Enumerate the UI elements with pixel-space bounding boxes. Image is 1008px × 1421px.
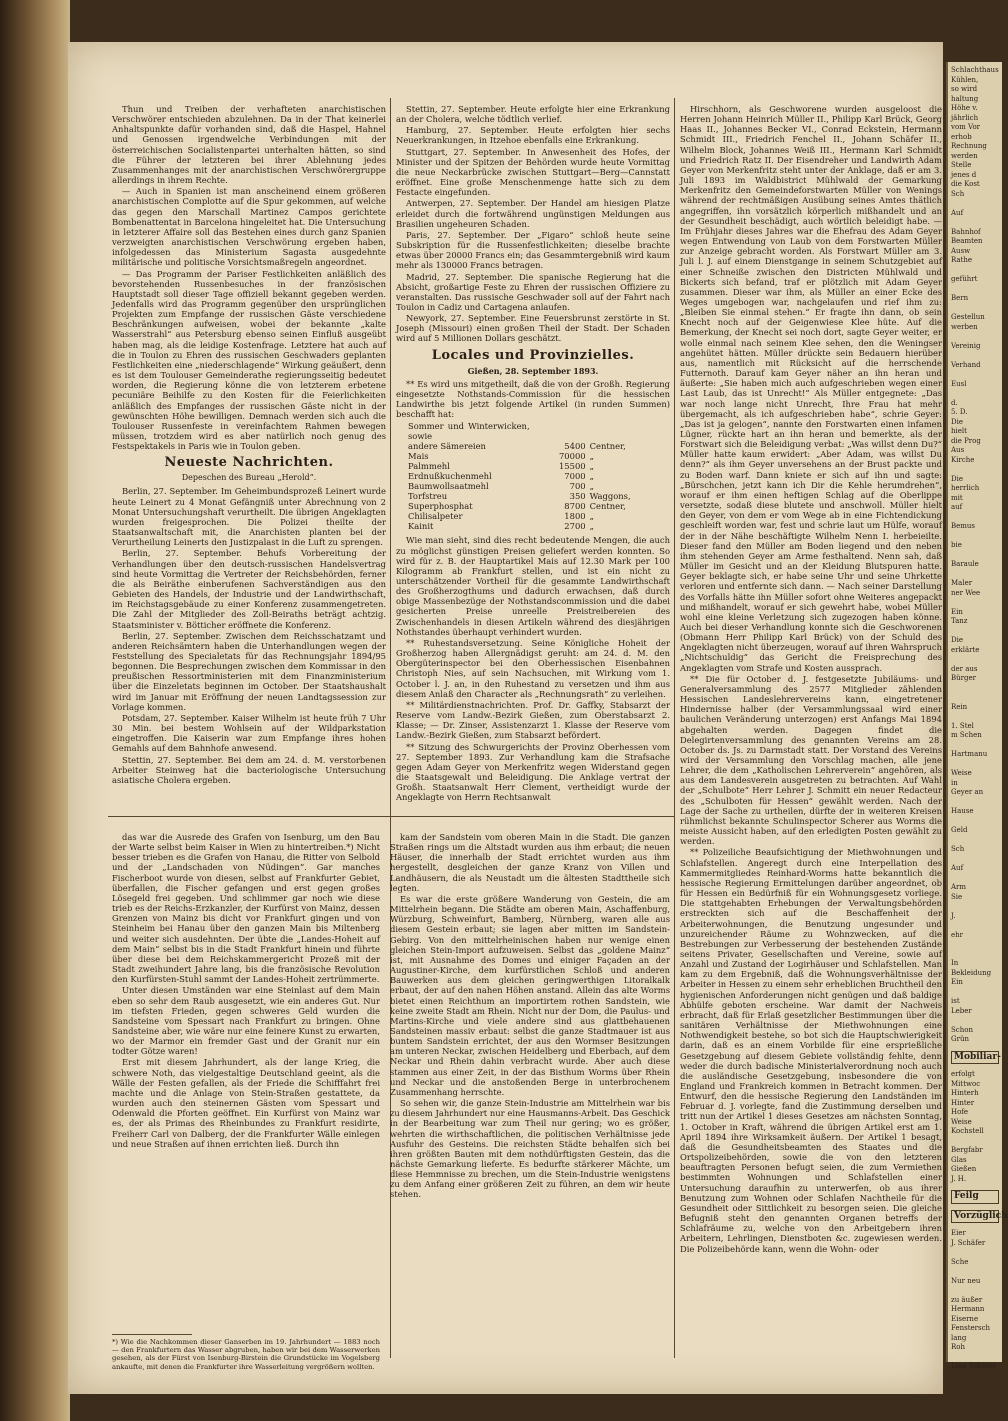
fragment-line [951, 598, 999, 608]
news-item: Berlin, 27. September. Zwischen dem Reichsschatzamt und anderen Reichsämtern haben die Unterhandlungen wegen der Feststellung des Specialetats für das Rechnungsjahr 1894/95 begonnen. Die Besprechungen zwischen dem Kommissar in den preußischen Ressortministerien mit dem Finanzministerium über die Einzeletats beginnen im October. Der Staatshaushalt wird im Januar mit Eröffnung der neuen Landtagssession zur Vorlage kommen. [112, 630, 386, 712]
goods-name: Torfstreu [408, 491, 448, 502]
fragment-line: Glas [951, 1155, 967, 1164]
fragment-line [951, 1267, 999, 1277]
fragment-line: Bergfabr [951, 1146, 983, 1154]
news-item: Paris, 27. September. Der „Figaro“ schloß heute seine Subskription für die Russenfestlichkeiten; dieselbe brachte etwas über 20000 Francs ein; das Gesammtergebniß wird kaum mehr als 130000 Francs betragen. [396, 229, 670, 271]
fragment-line [951, 1016, 999, 1026]
fragment-line: Rein [951, 702, 968, 711]
fragment-line: Bahnhof [951, 227, 981, 236]
fragment-line: Aus [951, 446, 965, 454]
book-spine [0, 0, 70, 1421]
fragment-line [951, 285, 999, 295]
goods-unit [586, 421, 644, 441]
paragraph: — Auch in Spanien ist man anscheinend einem größeren anarchistischen Complotte auf die Spur gekommen, auf welche das gegen den Marschall Martinez Campos gerichtete Bombenattentat in Barcelona hingeleitet hat. Die Untersuchung in letzterer Affaire soll das Bestehen eines durch ganz Spanien verzweigten anarchistischen Verschwörung ergeben haben, infolgedessen das Ministerium Sagasta ausgedehnte militärische und politische Vorsichtsmaßregeln angeordnet. [112, 186, 386, 268]
fragment-line: ehr [951, 930, 963, 939]
fragment-line: Bürger [951, 674, 976, 682]
goods-row [408, 471, 644, 481]
fragment-line: Nur neu [951, 1276, 981, 1285]
fragment-line [951, 921, 999, 931]
fragment-line: lang [951, 1333, 967, 1342]
fragment-line [951, 693, 999, 703]
fragment-line: so wird [951, 85, 978, 93]
fragment-line: Bekleidung [951, 968, 992, 977]
fragment-line: jenes d [951, 170, 977, 179]
goods-unit: Centner, [589, 441, 626, 452]
fragment-line: Eier [951, 1229, 966, 1237]
fragment-line [951, 798, 999, 808]
fragment-line [951, 760, 999, 770]
goods-row [408, 491, 644, 501]
fragment-line [951, 874, 999, 884]
fragment-line: Kühlen, [951, 75, 979, 84]
paragraph: kam der Sandstein vom oberen Main in die Stadt. Die ganzen Straßen rings um die Altstadt wurden aus ihm erbaut; die neuen Häuser, die innerhalb der Stadt errichtet wurden aus ihm hergestellt, desgleichen der ganze Kranz von Villen und Landhäusern, die als Neustadt um die ältesten Stadttheile sich legten. [390, 832, 670, 893]
fragment-line: Hermann [951, 1305, 985, 1313]
fragment-line: Höhe v. [951, 104, 978, 112]
fragment-line [951, 199, 999, 209]
fragment-line: geführt [951, 275, 978, 283]
fragment-line: 5. D. [951, 408, 968, 416]
fragment-line: ist [951, 997, 960, 1005]
fragment-line: Auf [951, 208, 964, 217]
fragment-line: haltung [951, 94, 979, 103]
fragment-line: Vereinig [951, 341, 981, 350]
fragment-line [951, 370, 999, 380]
fragment-line: Sch [951, 189, 965, 198]
fragment-line [951, 1353, 999, 1363]
fragment-line: J. H. [951, 1174, 967, 1183]
fragment-line: werben [951, 322, 978, 331]
footnote-text: *) Wie die Nachkommen dieser Ganserben im 19. Jahrhundert — 1883 noch — den Frankfurtern das Wasser abgruben, haben wir bei dem Wasserwerken gesehen, als der Fürst von Isenburg-Birstein die Grundstücke im Vogelsberg ankaufte, mit denen die Frankfurter ihre Wasserleitung vergrößern wollten. [112, 1338, 380, 1371]
fragment-line: Sch [951, 845, 965, 853]
fragment-line: Stelle [951, 161, 972, 169]
goods-unit: „ [589, 451, 594, 462]
column-3 [680, 104, 942, 1344]
fragment-line: Eusl [951, 379, 967, 388]
fragment-line [951, 218, 999, 228]
fragment-line: Eiserne [951, 1314, 979, 1323]
feuilleton-column-1 [112, 832, 380, 1332]
fragment-line [951, 1248, 999, 1258]
adjacent-page-text [948, 62, 1008, 1376]
fragment-line: Die [951, 474, 963, 483]
goods-table [408, 421, 644, 531]
fragment-line [951, 817, 999, 827]
fragment-line: Die [951, 417, 963, 426]
column-1 [112, 104, 386, 804]
fragment-line [951, 465, 999, 475]
fragment-line: Ausw [951, 246, 971, 255]
paragraph: ** Ruhestandsversetzung. Seine Königliche Hoheit der Großherzog haben Allergnädigst geruht: am 24. d. M. den Obergüterinspector bei den Oberhessischen Eisenbahnen Christoph Nies, auf sein Nachsuchen, mit Wirkung vom 1. October l. J. an, in den Ruhestand zu versetzen und ihm aus diesem Anlaß den Character als „Rechnungsrath“ zu verleihen. [396, 637, 670, 699]
paragraph: Unter diesen Umständen war eine Steinlast auf dem Main eben so sehr dem Raub ausgesetzt, wie ein anderes Gut. Nur im tiefsten Frieden, gegen schweres Geld wurden die Sandsteine vom Spessart nach Frankfurt zu bringen. Ohne Sandsteine aber, wie wäre nur eine feinere Kunst zu erwarten, wo der Marmor ein fremder Gast und der Granit nur ein todter Götze waren! [112, 985, 380, 1057]
fragment-line [951, 332, 999, 342]
fragment-line: Hause [951, 807, 974, 815]
fragment-line: Bern [951, 294, 969, 302]
fragment-line: auf [951, 503, 963, 511]
fragment-line [951, 266, 999, 276]
news-item: Madrid, 27. September. Die spanische Regierung hat die Absicht, großartige Feste zu Ehren der russischen Offiziere zu veranstalten. Das russische Geschwader soll auf der Fahrt nach Toulon in Cadiz und Cartagena anlaufen. [396, 271, 670, 312]
fragment-line: Geld [951, 826, 968, 834]
ad-lines [951, 1070, 999, 1184]
fragment-line: Ein [951, 978, 963, 986]
ad-lines [951, 1229, 999, 1372]
goods-unit: Waggons, [589, 491, 631, 502]
news-item: Stettin, 27. September. Bei dem am 24. d. M. verstorbenen Arbeiter Steinweg hat die bacteriologische Untersuchung asiatische Cholera ergeben. [112, 754, 386, 785]
paragraph: ** Die für October d. J. festgesetzte Jubiläums- und Generalversammlung des 2577 Mitglieder zählenden Hessischen Landeslehrervereins kann, eingetretener Hindernisse halber (der Versammlungssaal wird einer baulichen Veränderung unterzogen) erst Anfangs Mai 1894 abgehalten werden. Dagegen findet die Delegirtenversammlung des genannten Vereins am 28. October ds. Js. zu Darmstadt statt. Der Vorstand des Vereins wird der Versammlung den Vorschlag machen, alle jene Lehrer, die dem „Katholischen Lehrerverein“ angehören, als aus dem Landesverein ausgetreten zu betrachten. Auf Wahl der „Schulbote“ Herr Lehrer J. Schmitt ein neuer Redacteur des „Schulboten für Hessen“ gewählt werden. Nach der Lage der Sache zu urtheilen, dürfte der in weiteren Kreisen rühmlichst bekannte Schulinspector Scherer aus Worms die meiste Aussicht haben, auf den erledigten Posten gewählt zu werden. [680, 673, 942, 847]
goods-name: Baumwollsaatmehl [408, 481, 489, 492]
goods-qty: 70000 [558, 451, 586, 462]
goods-qty: 8700 [564, 501, 586, 512]
fragment-line: Rathe [951, 256, 973, 264]
dateline: Gießen, 28. September 1893. [467, 365, 599, 376]
feuilleton-separator [108, 816, 674, 817]
paragraph: Es war die erste größere Wanderung von Gestein, die am Mittelrhein begann. Die Städte am oberen Main, Aschaffenburg, Würzburg, Schweinfurt, Bamberg, Nürnberg, waren alle aus diesem Gestein erbaut; sie lagen aber mitten im Sandstein-Gebirg. Von den mittelrheinischen haben nur wenige einen gleichen Stein-Import aufzuweisen. Selbst das „goldene Mainz“ ist, mit Ausnahme des Domes und einiger Façaden an der Augustiner-Kirche, dem kurfürstlichen Schloß und anderen Bauwerken aus dem gleichen geringwerthigen Litoralkalk erbaut, der auf den nahen Höhen anstand. Allein das alte Worms bietet einen Reichthum an importirtem rothen Sandstein, wie keine zweite Stadt am Rhein. Nicht nur der Dom, die Paulus- und Martins-Kirche und viele andere sind aus glattbehauenen Sandsteinen massiv erbaut: selbst die ganze Stadtmauer ist aus buntem Sandstein errichtet, der aus den Wormser Besitzungen am unteren Neckar, zwischen Heidelberg und Eberbach, auf dem Neckar und Rhein dahin verbracht wurde. Aber auch diese stammen aus einer Zeit, in der das Bisthum Worms über Rhein und Neckar und die anstoßenden Berge in unterbrochenem Zusammenhang herrschte. [390, 893, 670, 1097]
fragment-line: in [951, 778, 958, 787]
goods-name: Chilisalpeter [408, 511, 463, 522]
fragment-line: Lina Schäfer [951, 1362, 997, 1370]
goods-unit: Centner, [589, 501, 626, 512]
fragment-line [951, 627, 999, 637]
goods-name: Palmmehl [408, 461, 450, 472]
newspaper-page [68, 42, 943, 1394]
goods-unit: „ [589, 471, 594, 482]
column-2 [396, 104, 670, 804]
fragment-line [951, 902, 999, 912]
fragment-line: Weise [951, 1117, 972, 1126]
fragment-line: Schlachthaus [951, 66, 999, 74]
section-heading-neueste-nachrichten: Neueste Nachrichten. [164, 455, 334, 471]
fragment-line [951, 304, 999, 314]
news-item: Hamburg, 27. September. Heute erfolgten hier sechs Neuerkrankungen, in Itzehoe ebenfalls eine Erkrankung. [396, 125, 670, 146]
news-item: Antwerpen, 27. September. Der Handel am hiesigen Platze erleidet durch die fortwährend ungünstigen Meldungen aus Brasilien ungeheuren Schaden. [396, 198, 670, 229]
fragment-line: Mittwoc [951, 1079, 981, 1088]
adjacent-page [946, 62, 1008, 1370]
fragment-line: Hinterh [951, 1089, 979, 1097]
goods-row [408, 511, 644, 521]
fragment-line: Ein [951, 607, 963, 616]
paragraph: — Das Programm der Pariser Festlichkeiten anläßlich des bevorstehenden Russenbesuches in der französischen Hauptstadt soll dieser Tage offiziell bekannt gegeben werden. Jedenfalls wird das Programm gegenüber den ursprünglichen Projekten zum Empfange der russischen Gäste verschiedene Beschränkungen aufweisen, wobei der bekannte „kalte Wasserstrahl“ aus Petersburg ebenso seinen Einfluß ausgeübt haben mag, als die leidige Kostenfrage. Letztere hat auch auf die in Toulon zu Ehren des russischen Geschwaders geplanten Festlichkeiten eine „niederschlagende“ Wirkung geäußert, denn es ist dem Toulouser Gemeinderathe regierungsseitig bedeutet worden, die Regierung könne die von letzterem erbetene pecuniäre Beihilfe zu den Kosten für die Feierlichkeiten anläßlich des Empfanges der russischen Gäste nicht in der gewünschten Höhe bewilligen. Demnach werden sich auch die Toulouser Russenfeste in vereinfachtem Rahmen bewegen müssen, trotzdem wird es aber natürlich noch genug des Festspektakels in Paris wie in Toulon geben. [112, 268, 386, 452]
fragment-line: Gießen [951, 1165, 977, 1173]
fragment-line: Kirche [951, 455, 975, 464]
goods-unit: „ [589, 481, 594, 492]
fragment-line: d. [951, 398, 958, 407]
ad-heading: Feilg [951, 1190, 999, 1204]
goods-unit: „ [589, 461, 594, 472]
feuilleton-column-2 [390, 832, 670, 1352]
fragment-line [951, 655, 999, 665]
fragment-line: Rechnung [951, 142, 987, 150]
news-item: Newyork, 27. September. Eine Feuersbrunst zerstörte in St. Joseph (Missouri) einen großen Theil der Stadt. Der Schaden wird auf 5 Millionen Dollars geschätzt. [396, 313, 670, 344]
footnote [112, 1338, 380, 1371]
fragment-line: Hofe [951, 1108, 969, 1116]
fragment-line: Tanz [951, 617, 968, 625]
section-subheading: Depeschen des Bureau „Herold“. [181, 473, 317, 483]
fragment-line: Weise [951, 769, 972, 777]
goods-name: Kainit [408, 521, 434, 532]
fragment-line: Baraule [951, 560, 979, 568]
adjacent-lines [951, 66, 999, 1045]
fragment-line: Verhand [951, 360, 981, 369]
ad-heading: Vorzüglich [951, 1210, 999, 1224]
fragment-line [951, 684, 999, 694]
goods-row [408, 461, 644, 471]
goods-row [408, 501, 644, 511]
paragraph: So sehen wir, die ganze Stein-Industrie am Mittelrhein war bis zu diesem Jahrhundert nur eine Hausmanns-Arbeit. Das Geschick in der Bearbeitung war zum Theil nur gering; wo es größer, wehrten die wirthschaftlichen, die politischen Verhältnisse jede Ausfuhr des Gesteins. Die reichsten Städte behalfen sich bei ihren größten Bauten mit dem nothdürftigsten Gestein, das die nächste Gemarkung lieferte. Es bedurfte stärkerer Mächte, um diese Hemmnisse zu brechen, um die Stein-Industrie wenigstens zu dem Anfang einer größeren Zeit zu führen, an dem wir heute stehen. [390, 1098, 670, 1200]
fragment-line: Gestellun [951, 313, 985, 321]
fragment-line: bie [951, 541, 962, 549]
fragment-line: Sie [951, 892, 963, 901]
fragment-line: mit [951, 493, 963, 502]
goods-row [408, 451, 644, 461]
paragraph: ** Polizeiliche Beaufsichtigung der Miethwohnungen und Schlafstellen. Angeregt durch eine Interpellation des Kammermitgliedes Reinhard-Worms hatte bekanntlich die hessische Regierung Ermittelungen darüber angeordnet, ob für Hessen ein Bedürfniß für ein Wohnungsgesetz vorliege. Die stattgehabten Erhebungen der Verwaltungsbehörden erstreckten sich auf die Beschaffenheit der Arbeiterwohnungen, die Benutzung ungesunder und unzureichender Räume zu Wohnzwecken, auf die Bestrebungen zur Verbesserung der bestehenden Zustände seitens Privater, Gesellschaften und Vereine, sowie auf Anzahl und Zustand der Logirhäuser und Schlafstellen. Man kam zu dem Ergebniß, daß die Wohnungsverhältnisse der Arbeiter in Hessen zu einem sehr erheblichen Bruchtheil den hygienischen Anforderungen nicht genügen und daß baldige Abhülfe geboten erscheine. War damit der Nachweis erbracht, daß für Erlaß gesetzlicher Bestimmungen über die sanitären Verhältnisse der Miethwohnungen eine Nothwendigkeit bestehe, so bot sich die Hauptschwierigkeit darin, daß es an einem Vorbilde für eine ersprießliche Gesetzgebung auf diesem Gebiete vollständig fehlte, denn weder die durch badische Ministerialverordnung noch auch die ausländische Gesetzgebung, insbesondere die von England und Frankreich kommen in Betracht kommen. Der Entwurf, den die hessische Regierung den Landständen im Februar d. J. vorlegte, fand die Zustimmung derselben und tritt nun der Artikel 1 dieses Gesetzes am nächsten Sonntag, 1. October in Kraft, während die übrigen Artikel erst am 1. April 1894 ihre Wirksamkeit äußern. Der Artikel 1 besagt, daß die Gesundheitsbeamten des Staates und die Ortspolizeibehörden, sowie die von den letzteren beauftragten Personen befugt seien, die zum Vermiethen bestimmten Wohnungen und Schlafstellen einer Untersuchung daraufhin zu unterwerfen, ob aus ihrer Benutzung zum Wohnen oder Schlafen Nachtheile für die Gesundheit oder Sittlichkeit zu besorgen seien. Die gleiche Befugniß steht den genannten Organen betreffs der Schlafräume zu, welche von den Arbeitgebern ihren Arbeitern, Lehrlingen, Dienstboten &c. zugewiesen werden. Die Polizeibehörde kann, wenn die Wohn- oder [680, 847, 942, 1254]
fragment-line: zu äußer [951, 1295, 983, 1304]
fragment-line: Geyer an [951, 788, 984, 796]
fragment-line: Maler [951, 579, 973, 587]
fragment-line [951, 836, 999, 846]
fragment-line: Auf [951, 864, 964, 872]
goods-name: Superphosphat [408, 501, 473, 512]
fragment-line: Leber [951, 1006, 972, 1015]
fragment-line: Bemus [951, 522, 976, 530]
fragment-line: In [951, 959, 959, 967]
fragment-line: Sche [951, 1257, 969, 1266]
fragment-line: Arm [951, 883, 967, 891]
fragment-line: 1. Stel [951, 721, 974, 730]
fragment-line: Die [951, 636, 963, 644]
news-item: Berlin, 27. September. Behufs Vorbereitung der Verhandlungen über den deutsch-russischen Handelsvertrag sind heute Vormittag die Vertreter der Reichsbehörden, ferner die als Beiräthe einberufenen Sachverständigen aus den Gebieten des Handels, der Industrie und der Landwirthschaft, im Reichstagsgebäude zu einer Konferenz zusammengetreten. Die Zahl der Mitglieder des Zoll-Beiraths beträgt achtzig. Staatsminister v. Bötticher eröffnete die Konferenz. [112, 548, 386, 630]
fragment-line [951, 940, 999, 950]
fragment-line [951, 532, 999, 542]
goods-name: Sommer und Winterwicken, sowie [408, 421, 530, 442]
goods-qty: 15500 [558, 461, 586, 472]
goods-qty: 2700 [564, 521, 586, 532]
fragment-line [951, 712, 999, 722]
news-item: Stuttgart, 27. September. In Anwesenheit des Hofes, der Minister und der Spitzen der Behörden wurde heute Vormittag die neue Neckarbrücke zwischen Stuttgart—Berg—Cannstatt eröffnet. Eine große Menschenmenge hatte sich zu dem Festacte eingefunden. [396, 146, 670, 198]
footnote-rule [112, 1334, 192, 1335]
fragment-line: J. [951, 911, 956, 920]
fragment-line [951, 950, 999, 960]
news-item: Potsdam, 27. September. Kaiser Wilhelm ist heute früh 7 Uhr 30 Min. bei bestem Wohlsein auf der Wildparkstation eingetroffen. Die Kaiserin war zum Empfange ihres hohen Gemahls auf dem Bahnhofe anwesend. [112, 712, 386, 754]
paragraph: ** Sitzung des Schwurgerichts der Provinz Oberhessen vom 27. September 1893. Zur Verhandlung kam die Strafsache gegen Adam Geyer von Merkenfritz wegen Widerstand gegen die Staatsgewalt und Beleidigung. Die Anklage vertrat der Großh. Staatsanwalt Herr Clement, vertheidigt wurde der Angeklagte von Herrn Rechtsanwalt [396, 741, 670, 803]
paragraph: Wie man sieht, sind dies recht bedeutende Mengen, die auch zu möglichst günstigen Preisen geliefert werden konnten. So wird für z. B. der Hauptartikel Mais auf 12.30 Mark per 100 Kilogramm ab Frankfurt stellen, und ist ein nicht zu unterschätzender Vortheil für die gesammte Landwirthschaft des Großherzogthums und dadurch erwachsen, daß durch obige Massenbezüge der Nothstandscommission und die dabei gesicherten Preise unreelle Preistreibereien des Zwischenhandels in diesen Artikeln während des diesjährigen Nothstandes überhaupt verhindert wurden. [396, 535, 670, 637]
fragment-line [951, 551, 999, 561]
fragment-line: vom Vor [951, 123, 981, 131]
fragment-line [951, 1137, 999, 1147]
fragment-line [951, 741, 999, 751]
news-item: Stettin, 27. September. Heute erfolgte hier eine Erkrankung an der Cholera, welche tödtlich verlief. [396, 104, 670, 125]
goods-row [408, 441, 644, 451]
fragment-line: Fenstersch [951, 1324, 991, 1332]
fragment-line: ner Wee [951, 588, 981, 597]
goods-qty: 700 [569, 481, 586, 492]
fragment-line [951, 389, 999, 399]
fragment-line: jährlich [951, 113, 979, 122]
paragraph: ** Es wird uns mitgetheilt, daß die von der Großh. Regierung eingesetzte Nothstands-Commission für die hessischen Landwirthe bis jetzt folgende Artikel (in runden Summen) beschafft hat: [396, 378, 670, 420]
fragment-line [951, 855, 999, 865]
paragraph: Erst mit diesem Jahrhundert, als der lange Krieg, die schwere Noth, das vielgestaltige Deutschland geeint, als die Wälle der Festen gefallen, als der Friede die Schifffahrt frei machte und die Anlage von Stein-Straßen gestattete, da wurden auch den steinernen Gästen vom Spessart und Odenwald die Pforten geöffnet. Ein Kurfürst von Mainz war es, der als Primas des Rheinbundes zu Frankfurt residirte, Freiherr Carl von Dalberg, der die Frankfurter Wälle einlegen und neue Straßen auf ihnen errichten ließ. Durch ihn [112, 1057, 380, 1149]
fragment-line: Hartmanu [951, 750, 988, 758]
goods-qty: 350 [569, 491, 586, 502]
fragment-line: Roh [951, 1343, 965, 1351]
column-rule [674, 98, 675, 1358]
fragment-line: herrlich [951, 484, 980, 492]
goods-row [408, 481, 644, 491]
fragment-line: die Prog [951, 436, 981, 445]
paragraph: das war die Ausrede des Grafen von Isenburg, um den Bau der Warte selbst beim Kaiser in Wien zu hintertreiben.*) Nicht besser trieben es die Grafen von Hanau, die Ritter von Selbold und der „Landschaden von Nüdingen“. Gar manches Fischerboot wurde von diesen, selbst auf Frankfurter Gebiet, überfallen, die Fischer gefangen und erst gegen großes Lösegeld frei gegeben. Und schlimmer gar noch wie diese trieb es der Reichs-Erzkanzler, der Kurfürst von Mainz, dessen Grenzen von Mainz bis dicht vor Frankfurt gingen und von Steinheim bei Hanau über den ganzen Main bis Miltenberg und weiter sich ausdehnten. Der übte die „Landes-Hoheit auf dem Main“ selbst bis in die Stadt Frankfurt hinein und führte über diese bei dem Reichskammergericht Prozeß mit der Stadt zweihundert Jahre lang, bis die französische Revolution den Kurfürsten-Stuhl sammt der Landes-Hoheit zertrümmerte. [112, 832, 380, 985]
section-heading-locales: Locales und Provinzielles. [431, 347, 635, 363]
fragment-line: erhob [951, 132, 972, 141]
goods-unit: „ [589, 521, 594, 532]
fragment-line: J. Schäfer [951, 1238, 986, 1247]
fragment-line: erfolgt [951, 1070, 975, 1078]
fragment-line: Beamten [951, 237, 983, 245]
goods-unit: „ [589, 511, 594, 522]
goods-qty: 5400 [564, 441, 586, 452]
fragment-line [951, 351, 999, 361]
fragment-line: Kochstell [951, 1127, 984, 1135]
news-item: Berlin, 27. September. Im Geheimbundsprozeß Leinert wurde heute Leinert zu 4 Monat Gefängniß unter Abrechnung von 2 Monat Untersuchungshaft verurtheilt. Die übrigen Angeklagten wurden freigesprochen. Die Polizei theilte der Staatsanwaltschaft mit, die Anarchisten planten bei der Verurtheilung Leinerts den Justizpalast in die Luft zu sprengen. [112, 486, 386, 548]
fragment-line: werden [951, 151, 978, 160]
fragment-line: erklärte [951, 645, 980, 654]
fragment-line [951, 513, 999, 523]
paragraph: Hirschhorn, als Geschworene wurden ausgeloost die Herren Johann Heinrich Müller II., Philipp Karl Brück, Georg Haas II., Johannes Becker VI., Conrad Eckstein, Hermann Schmidt III., Friedrich Fenchel II., Johann Schäfer II., Wilhelm Block, Johannes Weiß III., Hermann Karl Schmidt und Friedrich Ratz II. Der Eisendreher und Landwirth Adam Geyer von Merkenfritz steht unter der Anklage, daß er am 3. Juli 1893 im Waldbistrict Mühlwald der Gemarkung Merkenfritz den Gemeindeforstwarten Müller von Wenings während der rechtmäßigen Ausübung seines Amtes thätlich angegriffen, ihn vorsätzlich körperlich mißhandelt und an der Gesundheit beschädigt, auch wörtlich beleidigt habe. — Im Frühjahr dieses Jahres war die Ehefrau des Adam Geyer wegen Entwendung von Laub von dem Forstwarten Müller zur Anzeige gebracht worden. Als Forstwart Müller am 3. Juli l. J. auf einem Dienstgange in seinem Schutzgebiet auf einer Schneiße zwischen den Districten Mühlwald und Bickerts sich befand, traf er plötzlich mit Adam Geyer zusammen. Dieser war ihm, als Müller an einer Ecke des Weges umgebogen war, nachgelaufen und rief ihm zu: „Bleiben Sie einmal stehen.“ Er fragte ihn dann, ob sein Knecht noch auf der Geigenwiese Klee hüte. Auf die Bemerkung, der Knecht sei noch dort, sagte Geyer weiter, er wolle einmal nach seinem Klee sehen, den die Weningser angehütet hätten. Müller drückte sein Bedauern hierüber aus, namentlich mit Rücksicht auf die herrschende Futternoth. Darauf kam Geyer näher an ihn heran und äußerte: „Sie haben mich auch aufgeschrieben wegen einer Last Laub, das ist Unrecht!“ Als Müller entgegnete: „Das war noch lange nicht Unrecht, Ihre Frau hat mehr übergemacht, als ich aufgeschrieben habe“, schrie Geyer: „Das ist ja gelogen“, nannte den Forstwarten einen infamen Lügner, rückte hart an ihn heran und bemerkte, als der Forstwart sich die Beleidigung verbat: „Was willst denn Du?“ Müller hatte kaum erwidert: „Aber Adam, was willst Du denn?“ als ihm Geyer unversehens an der Brust packte und zu Boden warf. Dann kniete er sich auf ihn und sagte: „Bürschchen, jetzt kann ich Dir die Kehle herumdrehen“, worauf er ihm einen heftigen Schlag auf die Oberlippe versetzte, sodaß diese blutete und anschwoll. Müller hielt den Geyer, von dem er vom Wege ab in eine Fichtendickung geschleift worden war, fest und schrie laut um Hülfe, worauf der in der Nähe beschäftigte Wilhelm Nenn I. herbeieilte. Dieser fand den Müller am Boden liegend und den neben ihm stehenden Geyer am Arme festhaltend. Nenn sah, daß Müller im Gesicht und an der Kleidung Blutspuren hatte. Geyer beklagte sich, er habe seine Uhr und seine Uhrkette verloren und entfernte sich dann. — Nach seiner Darstellung des Vorfalls hätte ihn Müller sofort ohne Weiteres angepackt und mißhandelt, worauf er sich gewehrt habe, wobei Müller wohl eine kleine Verletzung sich zugezogen haben könne. Auch bei dieser Verhandlung konnte sich die Geschworenen (Obmann Herr Philipp Karl Brück) von der Schuld des Angeklagten nicht überzeugen, worauf auf ihren Wahrspruch „Nichtschuldig“ das Gericht die Freisprechung des Angeklagten vom Strafe und Kosten aussprach. [680, 104, 942, 673]
goods-qty [530, 421, 586, 441]
fragment-line: hielt [951, 427, 967, 435]
fragment-line: die Kost [951, 180, 980, 188]
fragment-line [951, 988, 999, 998]
goods-name: Mais [408, 451, 429, 462]
goods-row [408, 521, 644, 531]
fragment-line: Schon [951, 1025, 973, 1034]
goods-qty: 7000 [564, 471, 586, 482]
goods-name: andere Sämereien [408, 441, 486, 452]
ad-heading: Mobiliar- [951, 1051, 999, 1065]
fragment-line: m Schen [951, 731, 982, 739]
fragment-line [951, 1286, 999, 1296]
goods-qty: 1800 [564, 511, 586, 522]
fragment-line [951, 570, 999, 580]
goods-row [408, 421, 644, 441]
paragraph: Thun und Treiben der verhafteten anarchistischen Verschwörer entschieden abzulehnen. Da in der That keinerlei Anhaltspunkte dafür vorhanden sind, daß die Haspel, Hahnel und Genossen irgendwelche Verbindungen mit der österreichischen Socialistenpartei unterhalten hätten, so sind die Führer der letzteren bei ihrer Ablehnung jedes Zusammenhanges mit der anarchistischen Verschwörergruppe allerdings in ihrem Rechte. [112, 104, 386, 186]
fragment-line: Hinter [951, 1098, 975, 1107]
goods-name: Erdnußkuchenmehl [408, 471, 492, 482]
fragment-line: der aus [951, 664, 978, 673]
paragraph: ** Militärdienstnachrichten. Prof. Dr. Gaffky, Stabsarzt der Reserve vom Landw.-Bezirk Gießen, zum Oberstabsarzt 2. Klasse; — Dr. Zinser, Assistenzarzt 1. Klasse der Reserve vom Landw.-Bezirk Gießen, zum Stabsarzt befördert. [396, 699, 670, 741]
fragment-line: Grün [951, 1035, 969, 1043]
